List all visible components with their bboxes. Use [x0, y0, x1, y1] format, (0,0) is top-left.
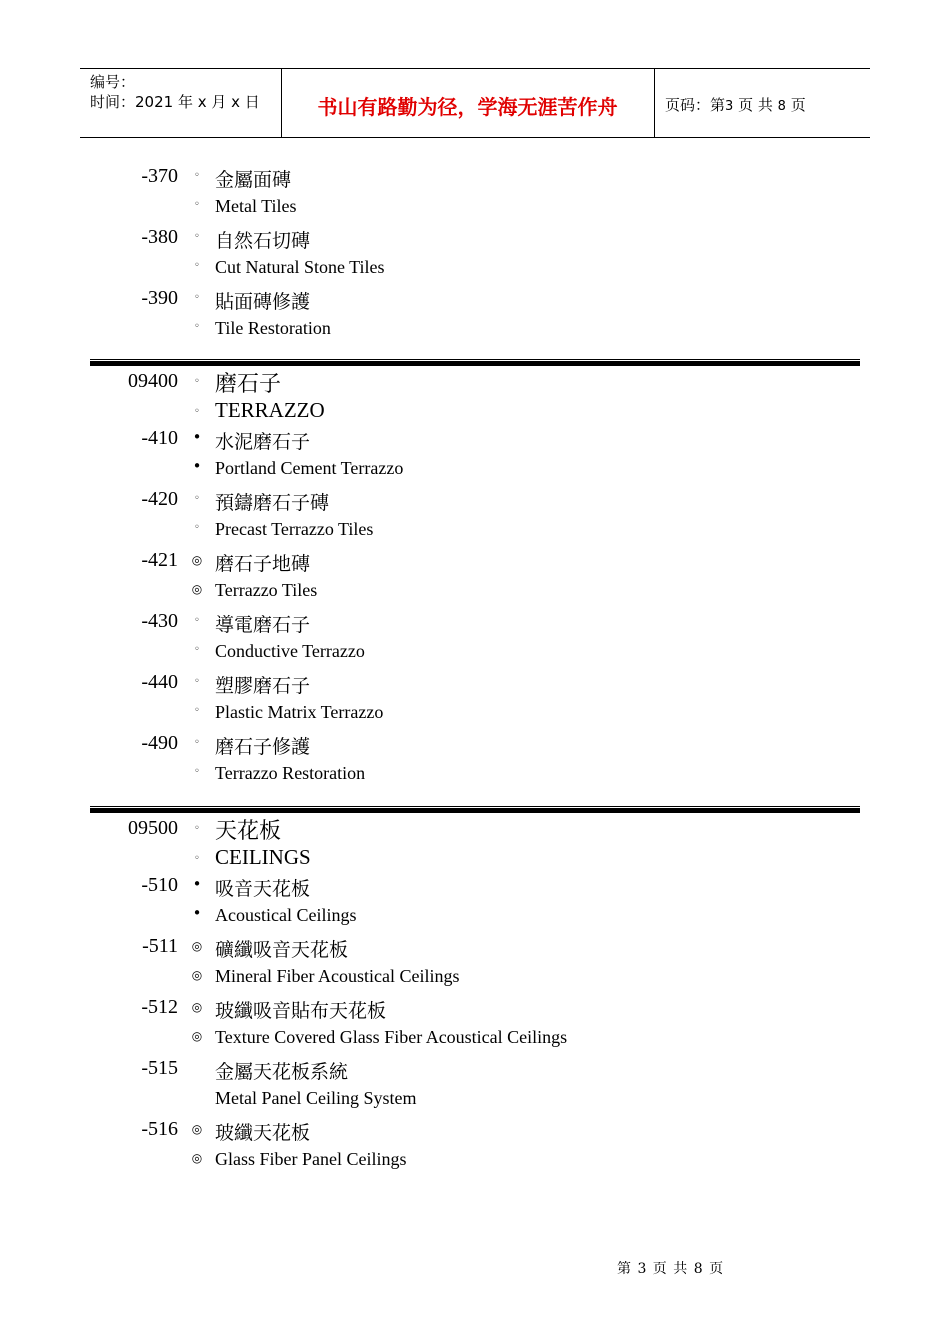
- list-item: [0, 1025, 950, 1053]
- item-title-en: Portland Cement Terrazzo: [215, 458, 404, 478]
- circle-bullet-icon: ◦: [194, 853, 200, 864]
- item-code: -510: [141, 874, 178, 896]
- section-title-en: TERRAZZO: [215, 398, 325, 422]
- item-title-zh: 貼面磚修護: [215, 291, 311, 313]
- list-item: [0, 639, 950, 667]
- item-title-en: Mineral Fiber Acoustical Ceilings: [215, 966, 460, 986]
- list-item: [0, 935, 950, 963]
- list-item: [0, 488, 950, 516]
- list-item: [0, 700, 950, 728]
- item-title-en: Metal Tiles: [215, 196, 297, 216]
- document-date: 时间：2021 年 x 月 x 日: [90, 93, 260, 111]
- bullseye-bullet-icon: ◎: [191, 1000, 203, 1014]
- page-header: [80, 68, 870, 138]
- circle-bullet-icon: ◦: [194, 644, 200, 655]
- circle-bullet-icon: ◦: [194, 737, 200, 748]
- item-title-en: Terrazzo Tiles: [215, 580, 318, 600]
- list-item: [0, 165, 950, 193]
- circle-bullet-icon: ◦: [194, 705, 200, 716]
- header-motto-cell: [281, 69, 655, 137]
- circle-bullet-icon: ◦: [194, 321, 200, 332]
- list-item: [0, 517, 950, 545]
- item-code: -390: [141, 287, 178, 309]
- item-title-zh: 預鑄磨石子磚: [215, 492, 330, 514]
- bullseye-bullet-icon: ◎: [191, 968, 203, 982]
- list-item: [0, 578, 950, 606]
- circle-bullet-icon: ◦: [194, 493, 200, 504]
- item-title-zh: 金屬面磚: [215, 169, 292, 191]
- circle-bullet-icon: ◦: [194, 522, 200, 533]
- item-title-zh: 玻纖吸音貼布天花板: [215, 1000, 387, 1022]
- list-item: [0, 194, 950, 222]
- item-title-zh: 磨石子修護: [215, 736, 311, 758]
- item-title-zh: 磨石子地磚: [215, 553, 311, 575]
- list-item: [0, 874, 950, 902]
- list-item: [0, 456, 950, 484]
- item-title-en: Precast Terrazzo Tiles: [215, 519, 374, 539]
- circle-bullet-icon: ◦: [194, 170, 200, 181]
- section-code: 09500: [128, 817, 178, 839]
- list-item: [0, 964, 950, 992]
- section-title-zh: 磨石子: [215, 372, 282, 397]
- bullseye-bullet-icon: ◎: [191, 582, 203, 596]
- page-footer: 第 3 页 共 8 页: [617, 1261, 725, 1277]
- dot-bullet-icon: •: [192, 457, 202, 475]
- document-number-label: 编号：: [90, 73, 136, 91]
- section-title-en: CEILINGS: [215, 845, 311, 869]
- section-heading: [0, 400, 950, 428]
- list-item: [0, 732, 950, 760]
- item-code: -440: [141, 671, 178, 693]
- bullseye-bullet-icon: ◎: [191, 1151, 203, 1165]
- bullseye-bullet-icon: ◎: [191, 553, 203, 567]
- list-item: [0, 996, 950, 1024]
- item-code: -421: [141, 549, 178, 571]
- list-item: [0, 226, 950, 254]
- list-item: [0, 1147, 950, 1175]
- item-title-en: Plastic Matrix Terrazzo: [215, 702, 384, 722]
- circle-bullet-icon: ◦: [194, 231, 200, 242]
- bullseye-bullet-icon: ◎: [191, 1122, 203, 1136]
- header-meta-cell: [80, 69, 282, 137]
- item-title-zh: 玻纖天花板: [215, 1122, 311, 1144]
- list-item: [0, 1086, 950, 1114]
- circle-bullet-icon: ◦: [194, 406, 200, 417]
- list-item: [0, 316, 950, 344]
- item-code: -512: [141, 996, 178, 1018]
- circle-bullet-icon: ◦: [194, 199, 200, 210]
- motto-text: 书山有路勤为径，学海无涯苦作舟: [317, 95, 618, 119]
- item-title-zh: 塑膠磨石子: [215, 675, 311, 697]
- dot-bullet-icon: •: [192, 904, 202, 922]
- section-title-zh: 天花板: [215, 819, 282, 844]
- list-item: [0, 1118, 950, 1146]
- section-heading: [0, 817, 950, 845]
- header-page-cell: [655, 69, 870, 137]
- item-code: -410: [141, 427, 178, 449]
- list-item: [0, 255, 950, 283]
- section-divider: [90, 806, 860, 813]
- list-item: [0, 287, 950, 315]
- item-code: -490: [141, 732, 178, 754]
- item-code: -370: [141, 165, 178, 187]
- item-code: -380: [141, 226, 178, 248]
- circle-bullet-icon: ◦: [194, 676, 200, 687]
- bullseye-bullet-icon: ◎: [191, 939, 203, 953]
- circle-bullet-icon: ◦: [194, 766, 200, 777]
- circle-bullet-icon: ◦: [194, 823, 200, 834]
- item-title-en: Metal Panel Ceiling System: [215, 1088, 417, 1108]
- section-heading: [0, 847, 950, 875]
- circle-bullet-icon: ◦: [194, 376, 200, 387]
- item-title-zh: 水泥磨石子: [215, 431, 311, 453]
- item-title-zh: 金屬天花板系統: [215, 1061, 349, 1083]
- circle-bullet-icon: ◦: [194, 292, 200, 303]
- item-title-en: Texture Covered Glass Fiber Acoustical Ceilings: [215, 1027, 568, 1047]
- item-title-zh: 自然石切磚: [215, 230, 311, 252]
- item-code: -430: [141, 610, 178, 632]
- item-title-zh: 導電磨石子: [215, 614, 311, 636]
- circle-bullet-icon: ◦: [194, 260, 200, 271]
- item-title-en: Terrazzo Restoration: [215, 763, 366, 783]
- list-item: [0, 1057, 950, 1085]
- item-code: -516: [141, 1118, 178, 1140]
- section-divider: [90, 359, 860, 366]
- item-title-en: Tile Restoration: [215, 318, 331, 338]
- dot-bullet-icon: •: [192, 428, 202, 446]
- item-title-en: Cut Natural Stone Tiles: [215, 257, 385, 277]
- item-title-en: Conductive Terrazzo: [215, 641, 365, 661]
- list-item: [0, 610, 950, 638]
- list-item: [0, 427, 950, 455]
- item-title-zh: 礦纖吸音天花板: [215, 939, 349, 961]
- item-title-zh: 吸音天花板: [215, 878, 311, 900]
- list-item: [0, 903, 950, 931]
- list-item: [0, 549, 950, 577]
- item-title-en: Glass Fiber Panel Ceilings: [215, 1149, 407, 1169]
- circle-bullet-icon: ◦: [194, 615, 200, 626]
- list-item: [0, 671, 950, 699]
- list-item: [0, 761, 950, 789]
- item-code: -511: [142, 935, 178, 957]
- item-code: -420: [141, 488, 178, 510]
- page-indicator: 页码：第3 页 共 8 页: [665, 96, 806, 114]
- section-heading: [0, 370, 950, 398]
- item-code: -515: [141, 1057, 178, 1079]
- dot-bullet-icon: •: [192, 875, 202, 893]
- item-title-en: Acoustical Ceilings: [215, 905, 357, 925]
- bullseye-bullet-icon: ◎: [191, 1029, 203, 1043]
- section-code: 09400: [128, 370, 178, 392]
